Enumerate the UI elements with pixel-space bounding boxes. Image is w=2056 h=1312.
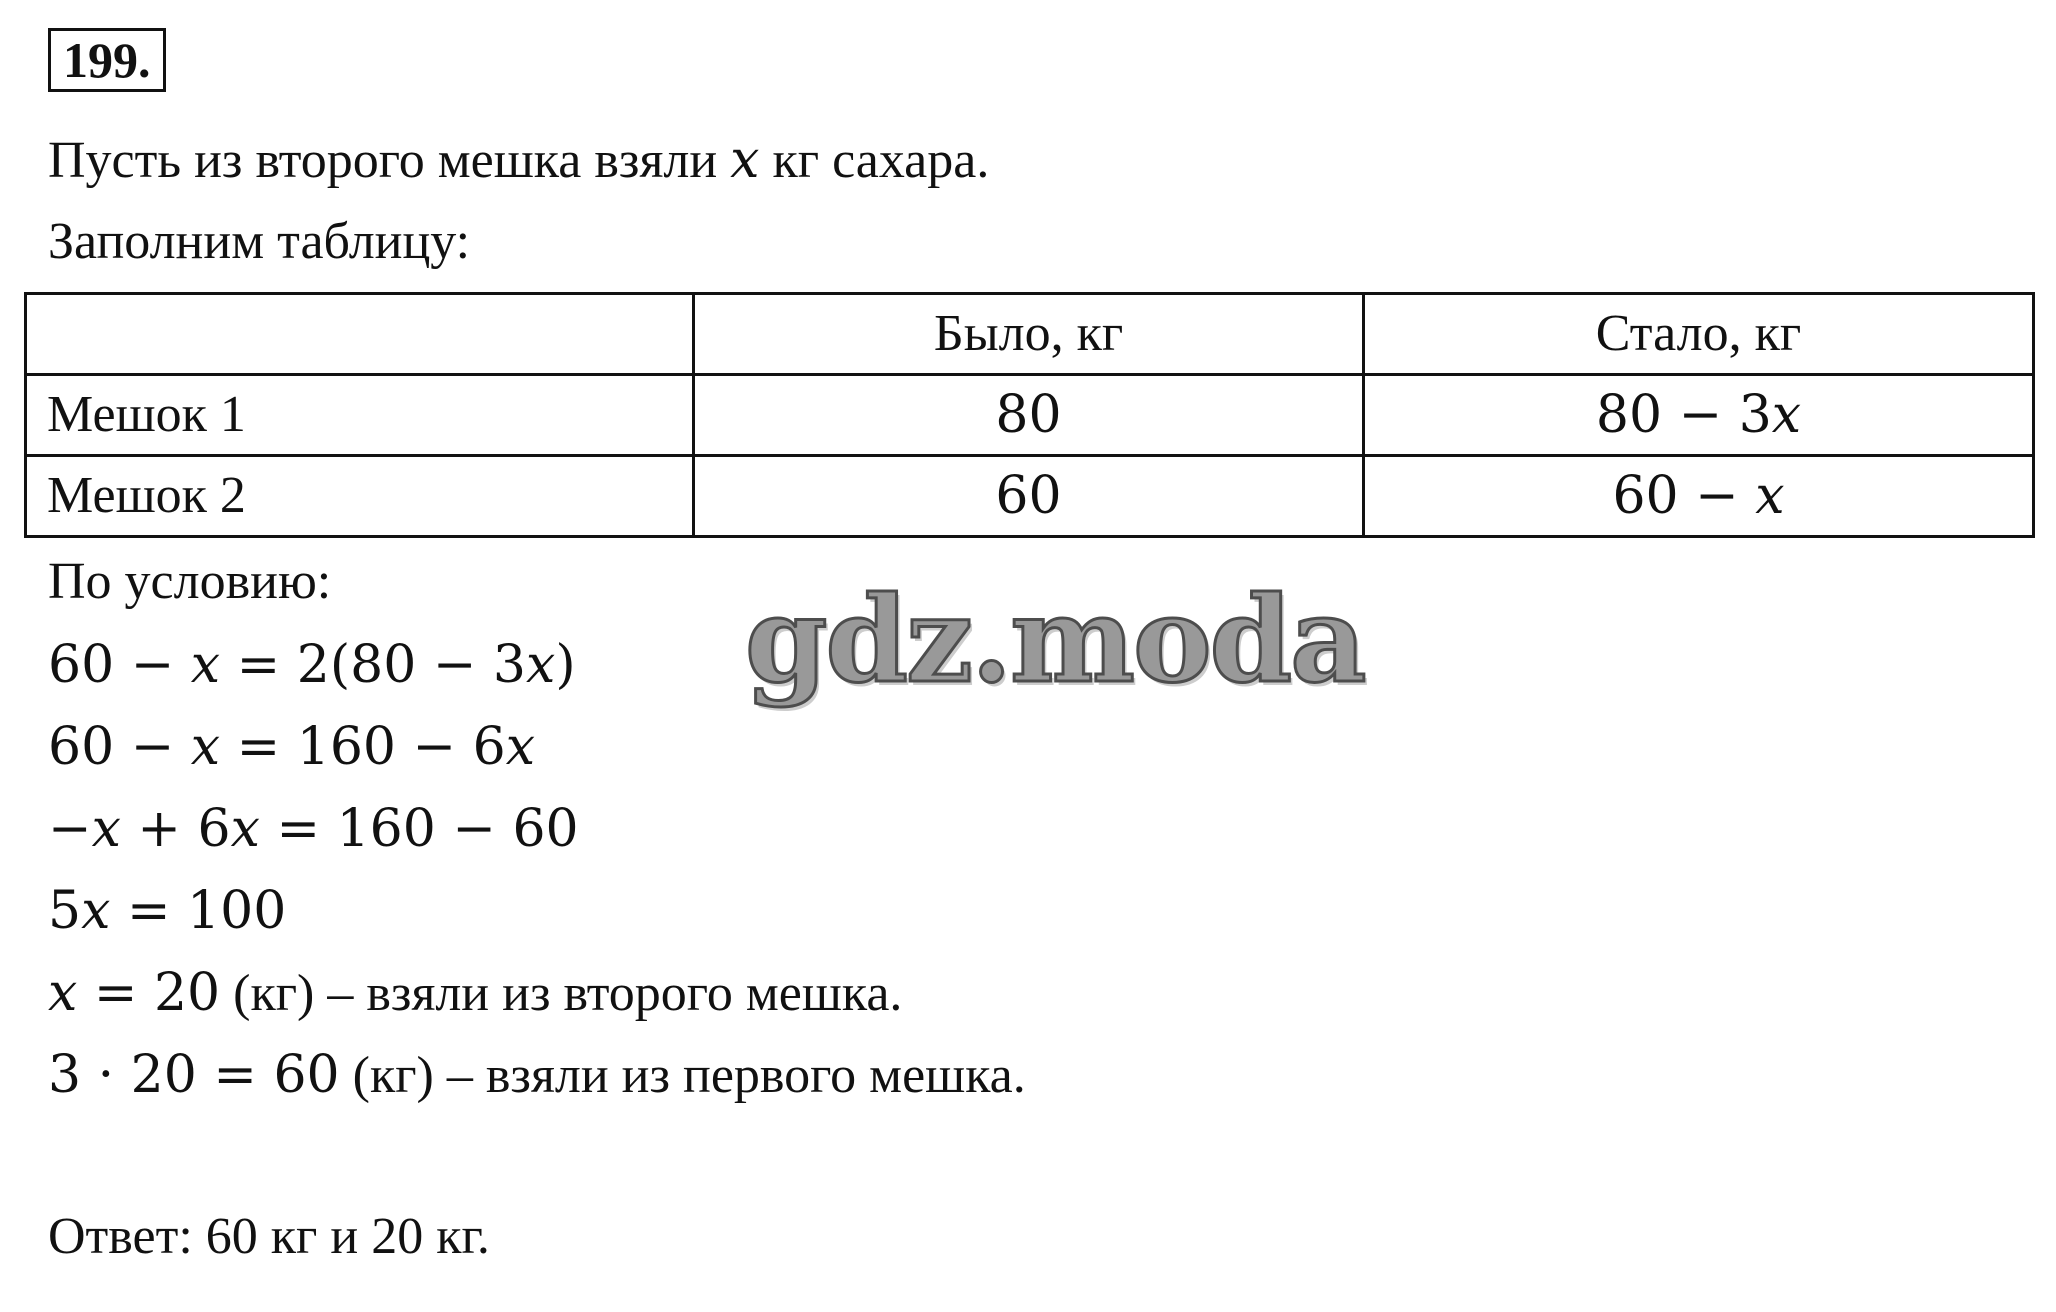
cell-became-expr: 80 − 3 — [1595, 385, 1772, 445]
table-header-row — [26, 294, 2034, 375]
equation-2 — [48, 717, 535, 777]
eq-part: = 160 − 60 — [259, 799, 579, 859]
variable-x: x — [190, 635, 221, 695]
intro-text-after: кг сахара. — [759, 132, 990, 189]
eq-part: = 2(80 − 3 — [220, 635, 527, 695]
eq-part: ) — [555, 635, 576, 695]
row-label: Мешок 1 — [26, 375, 694, 456]
variable-x: x — [190, 717, 221, 777]
eq-part: − — [48, 799, 92, 859]
intro-text-before: Пусть из второго мешка взяли — [48, 132, 731, 189]
cell-became — [1364, 456, 2034, 537]
variable-x: x — [505, 717, 536, 777]
variable-x: x — [1755, 466, 1785, 526]
table-row — [26, 456, 2034, 537]
eq-part: = 100 — [110, 881, 287, 941]
intro-line-1 — [48, 130, 989, 191]
variable-x: x — [730, 130, 760, 190]
equation-5 — [48, 963, 902, 1024]
eq-text: (кг) – взяли из второго мешка. — [220, 965, 903, 1022]
equation-3 — [48, 799, 579, 859]
eq-part: 60 − — [48, 635, 191, 695]
data-table — [24, 292, 2035, 538]
header-empty-cell — [26, 294, 694, 375]
eq-text: (кг) – взяли из первого мешка. — [339, 1047, 1026, 1104]
variable-x: x — [1771, 385, 1802, 445]
variable-x: x — [91, 799, 121, 859]
eq-part: = 20 — [77, 963, 221, 1023]
watermark-logo: gdz.moda — [745, 570, 1365, 709]
variable-x: x — [526, 635, 556, 695]
answer-line: Ответ: 60 кг и 20 кг. — [48, 1208, 490, 1265]
eq-part: 5 — [48, 881, 82, 941]
eq-part: 60 − — [48, 717, 191, 777]
header-was: Было, кг — [694, 294, 1364, 375]
condition-line: По условию: — [48, 553, 332, 610]
eq-part: = 160 − 6 — [220, 717, 506, 777]
intro-line-2: Заполним таблицу: — [48, 213, 471, 270]
cell-became-expr: 60 − — [1612, 466, 1756, 526]
table-row — [26, 375, 2034, 456]
equation-1 — [48, 635, 576, 695]
eq-part: + 6 — [120, 799, 231, 859]
eq-part: 3 · 20 = 60 — [48, 1045, 340, 1105]
cell-became — [1364, 375, 2034, 456]
header-became: Стало, кг — [1364, 294, 2034, 375]
cell-was: 60 — [694, 456, 1364, 537]
equation-6 — [48, 1045, 1026, 1106]
variable-x: x — [81, 881, 111, 941]
cell-was: 80 — [694, 375, 1364, 456]
row-label: Мешок 2 — [26, 456, 694, 537]
variable-x: x — [230, 799, 260, 859]
equation-4 — [48, 881, 286, 941]
variable-x: x — [48, 963, 78, 1023]
problem-number: 199. — [48, 28, 166, 92]
